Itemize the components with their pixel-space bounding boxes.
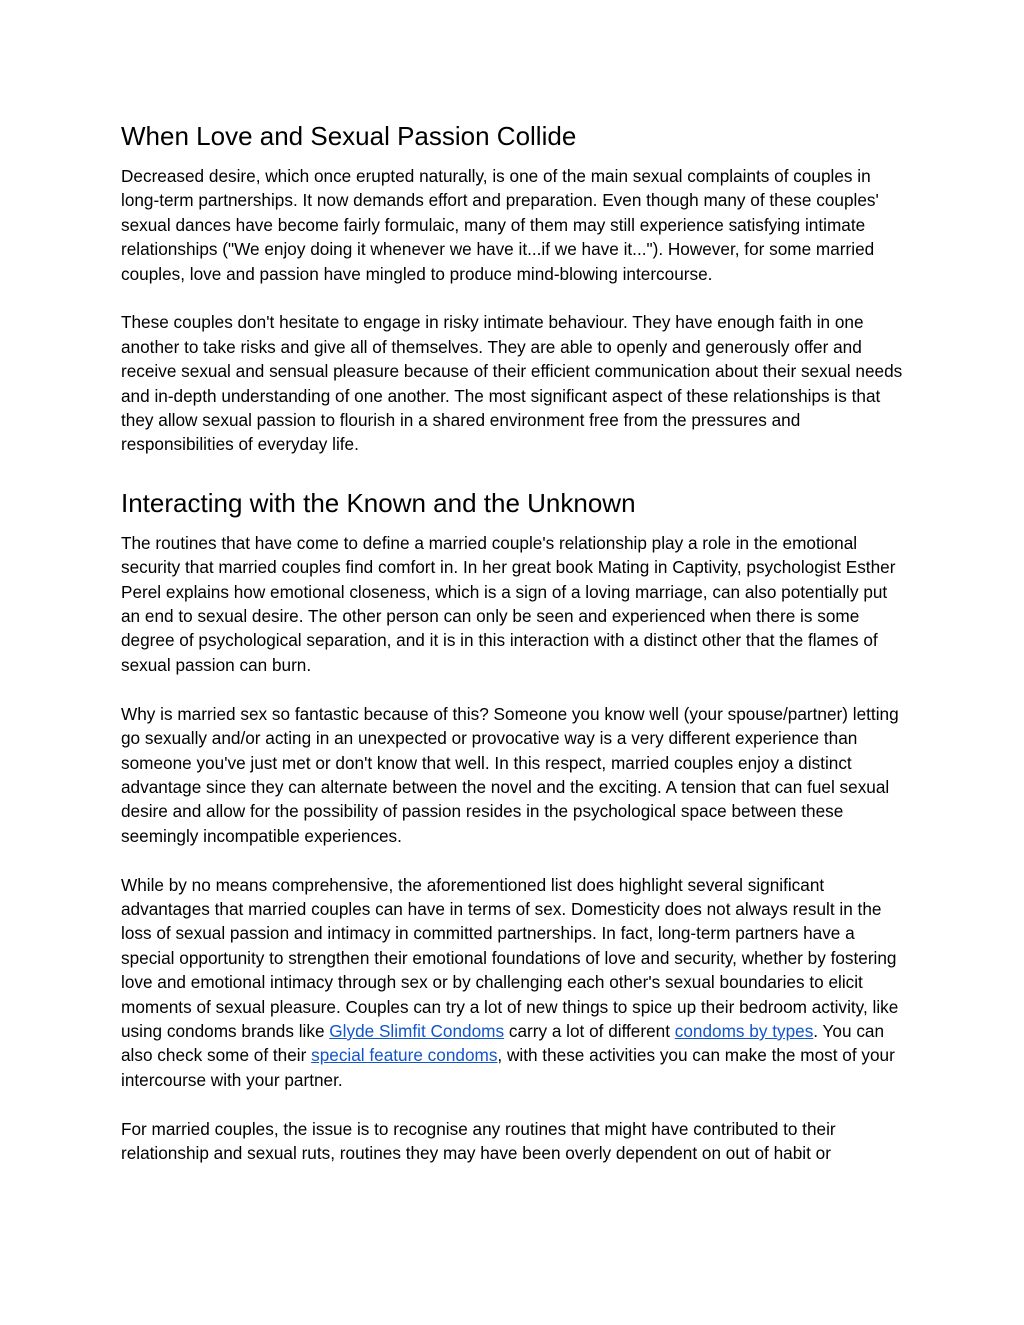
advantages-text-4: , with these activities you can make the most of your intercourse with your partner. [121,1045,895,1090]
paragraph-risky-behaviour: These couples don't hesitate to engage in risky intimate behaviour. They have enough faith in one another to take risks and give all of themselves. They are able to openly and generously offer and receive sexual and sensual pleasure because of their efficient communication about their sexual needs and in-depth understanding of one another. The most significant aspect of these relationships is that they allow sexual passion to flourish in a shared environment free from the pressures and responsibilities of everyday life. [121,312,903,455]
link-special-feature-condoms[interactable]: special feature condoms [311,1045,498,1066]
link-condoms-by-types[interactable]: condoms by types [674,1020,814,1041]
section-heading-love-passion: When Love and Sexual Passion Collide [121,121,577,151]
advantages-text-1: While by no means comprehensive, the aforementioned list does highlight several significant advantages that married couples can have in terms of sex. Domesticity does not always result in the loss of sexual passion and intimacy in committed partnerships. In fact, long-term partners have a special opportunity to strengthen their emotional foundations of love and security, whether by fostering love and emotional intimacy through sex or by challenging each other's sexual boundaries to elicit moments of sexual pleasure. Couples can try a lot of new things to spice up their bedroom activity, like using condoms brands like [121,874,899,1041]
paragraph-decreased-desire: Decreased desire, which once erupted naturally, is one of the main sexual complaints of couples in long-term partnerships. It now demands effort and preparation. Even though many of these couples' sexual dances have become fairly formulaic, many of them may still experience satisfying intimate relationships ("We enjoy doing it whenever we have it...if we have it..."). However, for some married couples, love and passion have mingled to produce mind-blowing intercourse. [121,166,879,284]
section-heading-known-unknown: Interacting with the Known and the Unknown [121,487,636,518]
paragraph-advantages [121,873,911,1093]
advantages-text-2: carry a lot of different [504,1020,675,1041]
link-glyde-slimfit-condoms[interactable]: Glyde Slimfit Condoms [329,1020,505,1041]
paragraph-routines: The routines that have come to define a married couple's relationship play a role in the emotional security that married couples find comfort in. In her great book Mating in Captivity, psychologist Esther Perel explains how emotional closeness, which is a sign of a loving marriage, can also potentially put an end to sexual desire. The other person can only be seen and experienced when there is some degree of psychological separation, and it is in this interaction with a distinct other that the flames of sexual passion can burn. [121,532,896,675]
document-page [121,118,911,1190]
paragraph-married-sex: Why is married sex so fantastic because of this? Someone you know well (your spouse/partner) letting go sexually and/or acting in an unexpected or provocative way is a very different experience than someone you've just met or don't know that well. In this respect, married couples enjoy a distinct advantage since they can alternate between the novel and the exciting. A tension that can fuel sexual desire and allow for the possibility of passion resides in the psychological space between these seemingly incompatible experiences. [121,703,899,846]
paragraph-recognise-routines: For married couples, the issue is to recognise any routines that might have contributed to their relationship and sexual ruts, routines they may have been overly dependent on out of habit or [121,1118,836,1163]
advantages-text-3: . You can also check some of their [121,1020,885,1066]
